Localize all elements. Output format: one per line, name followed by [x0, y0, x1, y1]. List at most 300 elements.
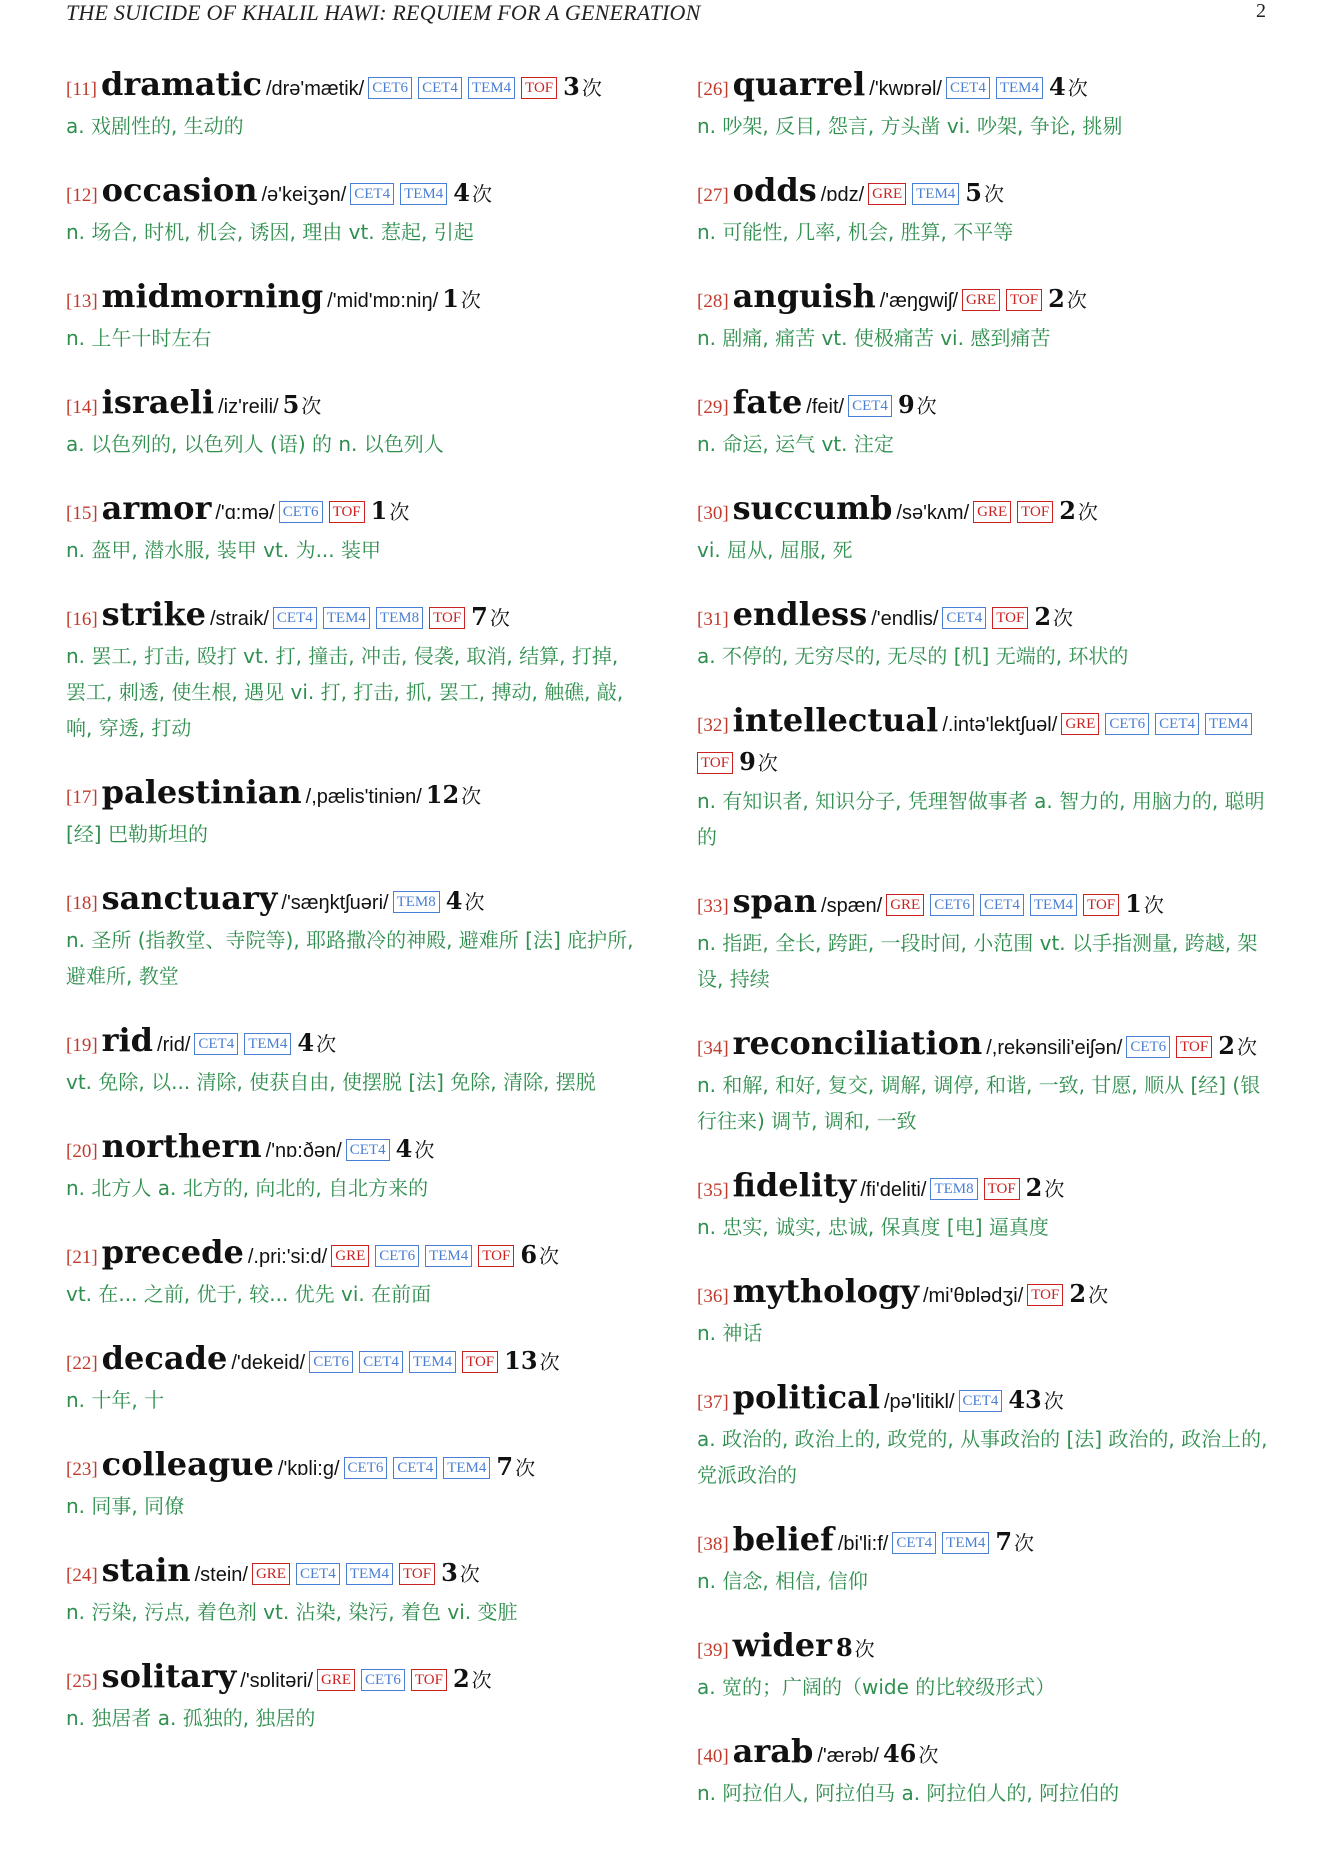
entry-phonetic: /'æŋgwiʃ/	[879, 290, 959, 312]
exam-tag: CET4	[980, 894, 1024, 916]
entry-headline	[697, 883, 1273, 925]
occurrence-unit: 次	[1236, 1035, 1257, 1059]
occurrence-unit: 次	[464, 890, 485, 914]
entry-word: endless	[732, 595, 868, 633]
entry-phonetic: /straik/	[210, 608, 269, 630]
exam-tag: CET6	[1105, 713, 1149, 735]
entry-headline	[66, 1340, 642, 1382]
exam-tag: CET4	[350, 183, 394, 205]
entry-word: armor	[101, 489, 212, 527]
entry-definition: a. 政治的, 政治上的, 政党的, 从事政治的 [法] 政治的, 政治上的, 党派政治的	[697, 1427, 1268, 1487]
entry-phonetic: /stein/	[194, 1564, 248, 1586]
entry-word: palestinian	[101, 773, 302, 811]
entry-word: dramatic	[100, 65, 262, 103]
entry-headline	[697, 384, 1273, 426]
exam-tag: TOF	[399, 1563, 435, 1585]
entry-definition: n. 北方人 a. 北方的, 向北的, 自北方来的	[66, 1176, 429, 1200]
exam-tag: TEM8	[930, 1178, 977, 1200]
occurrence-unit: 次	[539, 1350, 560, 1374]
occurrence-count: 12	[425, 780, 460, 809]
entry-definition: vi. 屈从, 屈服, 死	[697, 538, 853, 562]
exam-tag: CET4	[1155, 713, 1199, 735]
exam-tag: TOF	[697, 752, 733, 774]
exam-tag: TOF	[992, 607, 1028, 629]
entry-phonetic: /feit/	[806, 396, 845, 418]
exam-tag: CET4	[892, 1532, 936, 1554]
vocab-entry	[697, 702, 1273, 855]
exam-tag: TOF	[1176, 1036, 1212, 1058]
entry-word: span	[732, 882, 818, 920]
entry-number: [35]	[697, 1180, 729, 1201]
entry-headline	[697, 1025, 1273, 1067]
occurrence-count: 43	[1008, 1385, 1042, 1414]
exam-tag: TOF	[1027, 1284, 1063, 1306]
entry-number: [17]	[66, 787, 98, 808]
entry-number: [22]	[66, 1353, 98, 1374]
entry-headline	[66, 596, 642, 638]
vocab-entry	[697, 66, 1273, 144]
entry-definition: a. 以色列的, 以色列人 (语) 的 n. 以色列人	[66, 432, 444, 456]
exam-tag: TEM4	[244, 1033, 291, 1055]
occurrence-unit: 次	[459, 1562, 480, 1586]
entry-definition: n. 阿拉伯人, 阿拉伯马 a. 阿拉伯人的, 阿拉伯的	[697, 1781, 1120, 1805]
occurrence-count: 46	[882, 1739, 917, 1768]
entry-word: rid	[101, 1021, 154, 1059]
exam-tag: TOF	[462, 1351, 498, 1373]
exam-tag: TOF	[429, 607, 465, 629]
entry-definition: n. 和解, 和好, 复交, 调解, 调停, 和谐, 一致, 甘愿, 顺从 [经] (银行往来) 调节, 调和, 一致	[697, 1073, 1261, 1133]
entry-word: midmorning	[101, 277, 324, 315]
exam-tag: CET4	[194, 1033, 238, 1055]
entry-headline	[697, 66, 1273, 108]
entry-number: [37]	[697, 1392, 729, 1413]
entry-headline	[66, 1446, 642, 1488]
vocab-entry	[697, 1025, 1273, 1139]
occurrence-count: 2	[1025, 1173, 1043, 1202]
entry-word: precede	[101, 1233, 244, 1271]
occurrence-unit: 次	[471, 1668, 492, 1692]
entry-number: [27]	[697, 185, 729, 206]
entry-number: [38]	[697, 1534, 729, 1555]
occurrence-count: 5	[965, 178, 982, 207]
entry-word: reconciliation	[732, 1024, 983, 1062]
entry-phonetic: /'dekeid/	[231, 1352, 306, 1374]
occurrence-count: 5	[282, 390, 300, 419]
entry-number: [21]	[66, 1247, 98, 1268]
entry-definition: vt. 免除, 以... 清除, 使获自由, 使摆脱 [法] 免除, 清除, 摆脱	[66, 1070, 596, 1094]
entry-word: succumb	[732, 489, 893, 527]
exam-tag: CET6	[930, 894, 974, 916]
occurrence-count: 13	[504, 1346, 538, 1375]
exam-tag: TEM4	[400, 183, 447, 205]
occurrence-count: 2	[1059, 496, 1076, 525]
exam-tag: GRE	[886, 894, 924, 916]
entry-phonetic: /,rekənsili'eiʃən/	[986, 1037, 1123, 1059]
exam-tag: CET4	[959, 1390, 1003, 1412]
entry-word: strike	[101, 595, 206, 633]
vocab-entry	[697, 1167, 1273, 1245]
occurrence-count: 3	[563, 72, 580, 101]
occurrence-unit: 次	[489, 606, 510, 630]
entry-definition: n. 污染, 污点, 着色剂 vt. 沾染, 染污, 着色 vi. 变脏	[66, 1600, 518, 1624]
entry-phonetic: /ə'keiʒən/	[261, 184, 347, 206]
entry-word: odds	[732, 171, 817, 209]
vocab-entry	[697, 172, 1273, 250]
occurrence-count: 7	[995, 1527, 1013, 1556]
exam-tag: CET4	[296, 1563, 340, 1585]
entry-headline	[66, 490, 642, 532]
entry-word: quarrel	[732, 65, 866, 103]
entry-number: [12]	[66, 185, 98, 206]
entry-number: [24]	[66, 1565, 98, 1586]
entry-phonetic: /ɒdz/	[820, 184, 865, 206]
occurrence-count: 2	[452, 1664, 470, 1693]
page-header	[66, 0, 1266, 30]
vocab-entry	[66, 1552, 642, 1630]
entry-number: [13]	[66, 291, 98, 312]
occurrence-unit: 次	[1053, 606, 1074, 630]
entry-headline	[697, 1733, 1273, 1775]
page-title: THE SUICIDE OF KHALIL HAWI: REQUIEM FOR A GENERATION	[66, 0, 701, 25]
entry-phonetic: /'kɒli:g/	[277, 1458, 340, 1480]
occurrence-count: 3	[441, 1558, 458, 1587]
entry-definition: a. 宽的；广阔的（wide 的比较级形式）	[697, 1675, 1056, 1699]
entry-number: [16]	[66, 609, 98, 630]
entry-definition: n. 十年, 十	[66, 1388, 165, 1412]
entry-definition: n. 上午十时左右	[66, 326, 212, 350]
entry-word: fidelity	[732, 1166, 857, 1204]
entry-number: [20]	[66, 1141, 98, 1162]
entry-word: decade	[101, 1339, 228, 1377]
exam-tag: GRE	[331, 1245, 369, 1267]
occurrence-count: 7	[496, 1452, 514, 1481]
entry-definition: vt. 在... 之前, 优于, 较... 优先 vi. 在前面	[66, 1282, 432, 1306]
entry-headline	[66, 1234, 642, 1276]
exam-tag: TEM8	[393, 891, 440, 913]
vocab-entry	[66, 172, 642, 250]
entry-word: wider	[732, 1626, 832, 1664]
vocab-entry	[66, 1128, 642, 1206]
entry-definition: a. 戏剧性的, 生动的	[66, 114, 244, 138]
entry-headline	[66, 172, 642, 214]
entry-headline	[66, 1022, 642, 1064]
entry-phonetic: /.intə'lektʃuəl/	[942, 714, 1058, 736]
entry-headline	[697, 1627, 1273, 1669]
vocab-entry	[66, 1234, 642, 1312]
exam-tag: CET4	[418, 77, 462, 99]
entry-phonetic: /mi'θɒlədʒi/	[922, 1285, 1024, 1307]
entry-word: fate	[732, 383, 803, 421]
occurrence-count: 9	[897, 390, 915, 419]
entry-word: sanctuary	[101, 879, 278, 917]
exam-tag: TEM4	[912, 183, 959, 205]
entry-word: colleague	[101, 1445, 274, 1483]
entry-definition: n. 圣所 (指教堂、寺院等), 耶路撒冷的神殿, 避难所 [法] 庇护所, 避难所, 教堂	[66, 928, 634, 988]
exam-tag: GRE	[252, 1563, 290, 1585]
entry-headline	[66, 774, 642, 816]
vocab-entry	[66, 880, 642, 994]
entry-phonetic: /,pælis'tiniən/	[305, 786, 422, 808]
occurrence-unit: 次	[916, 394, 937, 418]
entry-definition: n. 神话	[697, 1321, 763, 1345]
occurrence-count: 4	[395, 1134, 413, 1163]
entry-number: [34]	[697, 1038, 729, 1059]
occurrence-unit: 次	[539, 1244, 560, 1268]
occurrence-count: 1	[1125, 889, 1142, 918]
occurrence-unit: 次	[515, 1456, 536, 1480]
occurrence-unit: 次	[1088, 1283, 1109, 1307]
entry-number: [36]	[697, 1286, 729, 1307]
entry-headline	[697, 1167, 1273, 1209]
entry-phonetic: /'ærəb/	[817, 1745, 879, 1767]
entry-number: [25]	[66, 1671, 98, 1692]
exam-tag: CET6	[279, 501, 323, 523]
entry-headline	[697, 278, 1273, 320]
vocab-entry	[66, 1658, 642, 1736]
occurrence-count: 2	[1069, 1279, 1087, 1308]
entry-number: [14]	[66, 397, 98, 418]
right-column	[697, 66, 1273, 1839]
vocab-entry	[66, 490, 642, 568]
entry-definition: n. 有知识者, 知识分子, 凭理智做事者 a. 智力的, 用脑力的, 聪明的	[697, 789, 1265, 849]
occurrence-unit: 次	[1014, 1531, 1035, 1555]
exam-tag: TOF	[521, 77, 557, 99]
occurrence-count: 6	[520, 1240, 538, 1269]
exam-tag: CET4	[848, 395, 892, 417]
occurrence-count: 1	[370, 496, 388, 525]
occurrence-unit: 次	[1143, 893, 1164, 917]
entry-headline	[697, 1379, 1273, 1421]
vocab-entry	[66, 596, 642, 746]
exam-tag: TOF	[1083, 894, 1119, 916]
exam-tag: TOF	[984, 1178, 1020, 1200]
entry-phonetic: /'sæŋktʃuəri/	[281, 892, 389, 914]
exam-tag: GRE	[317, 1669, 355, 1691]
entry-number: [11]	[66, 79, 97, 100]
entry-word: occasion	[101, 171, 258, 209]
entry-phonetic: /sə'kʌm/	[896, 502, 970, 524]
exam-tag: TEM4	[425, 1245, 472, 1267]
exam-tag: TOF	[411, 1669, 447, 1691]
entry-phonetic: /'ɑ:mə/	[215, 502, 275, 524]
vocab-entry	[697, 596, 1273, 674]
entry-headline	[66, 1658, 642, 1700]
entry-definition: n. 剧痛, 痛苦 vt. 使极痛苦 vi. 感到痛苦	[697, 326, 1051, 350]
entry-headline	[697, 1521, 1273, 1563]
vocab-entry	[697, 1627, 1273, 1705]
occurrence-count: 2	[1048, 284, 1065, 313]
occurrence-unit: 次	[1044, 1177, 1065, 1201]
occurrence-unit: 次	[1043, 1389, 1064, 1413]
entry-phonetic: /iz'reili/	[218, 396, 279, 418]
exam-tag: CET6	[309, 1351, 353, 1373]
occurrence-count: 8	[835, 1633, 853, 1662]
entry-number: [39]	[697, 1640, 729, 1661]
occurrence-count: 2	[1034, 602, 1052, 631]
exam-tag: GRE	[962, 289, 1000, 311]
vocab-entry	[697, 883, 1273, 997]
vocab-entry	[697, 384, 1273, 462]
entry-word: belief	[732, 1520, 834, 1558]
left-column	[66, 66, 642, 1764]
exam-tag: TEM4	[996, 77, 1043, 99]
entry-definition: n. 忠实, 诚实, 忠诚, 保真度 [电] 逼真度	[697, 1215, 1049, 1239]
occurrence-unit: 次	[471, 182, 492, 206]
entry-number: [31]	[697, 609, 729, 630]
vocab-entry	[66, 774, 642, 852]
exam-tag: CET4	[359, 1351, 403, 1373]
entry-phonetic: /rid/	[157, 1034, 191, 1056]
exam-tag: CET6	[344, 1457, 388, 1479]
occurrence-count: 9	[739, 747, 756, 776]
occurrence-unit: 次	[460, 288, 481, 312]
entry-word: arab	[732, 1732, 814, 1770]
entry-phonetic: /.pri:'si:d/	[247, 1246, 328, 1268]
entry-number: [33]	[697, 896, 729, 917]
entry-definition: n. 可能性, 几率, 机会, 胜算, 不平等	[697, 220, 1014, 244]
vocab-entry	[66, 1340, 642, 1418]
vocab-entry	[697, 278, 1273, 356]
exam-tag: TOF	[1006, 289, 1042, 311]
exam-tag: GRE	[973, 501, 1011, 523]
entry-word: israeli	[101, 383, 215, 421]
exam-tag: CET4	[942, 607, 986, 629]
entry-headline	[697, 702, 1273, 783]
vocab-entry	[66, 384, 642, 462]
occurrence-unit: 次	[1067, 76, 1088, 100]
entry-word: intellectual	[732, 701, 939, 739]
exam-tag: CET6	[368, 77, 412, 99]
entry-phonetic: /'kwɒrəl/	[869, 78, 942, 100]
entry-number: [23]	[66, 1459, 98, 1480]
entry-headline	[66, 1128, 642, 1170]
entry-phonetic: /drə'mætik/	[265, 78, 365, 100]
entry-phonetic: /'nɒ:ðən/	[265, 1140, 342, 1162]
occurrence-unit: 次	[389, 500, 410, 524]
entry-word: solitary	[101, 1657, 237, 1695]
exam-tag: CET4	[946, 77, 990, 99]
entry-number: [28]	[697, 291, 729, 312]
occurrence-unit: 次	[854, 1637, 875, 1661]
entry-definition: n. 场合, 时机, 机会, 诱因, 理由 vt. 惹起, 引起	[66, 220, 474, 244]
entry-headline	[697, 490, 1273, 532]
entry-headline	[697, 172, 1273, 214]
exam-tag: TOF	[1017, 501, 1053, 523]
entry-definition: n. 独居者 a. 孤独的, 独居的	[66, 1706, 316, 1730]
entry-headline	[66, 66, 642, 108]
occurrence-unit: 次	[918, 1743, 939, 1767]
occurrence-unit: 次	[984, 182, 1004, 206]
exam-tag: CET6	[1126, 1036, 1170, 1058]
occurrence-unit: 次	[581, 76, 602, 100]
entry-headline	[66, 278, 642, 320]
exam-tag: CET4	[393, 1457, 437, 1479]
occurrence-count: 2	[1218, 1031, 1235, 1060]
entry-definition: n. 指距, 全长, 跨距, 一段时间, 小范围 vt. 以手指测量, 跨越, 架设, 持续	[697, 931, 1258, 991]
vocab-entry	[697, 490, 1273, 568]
entry-definition: n. 吵架, 反目, 怨言, 方头凿 vi. 吵架, 争论, 挑剔	[697, 114, 1123, 138]
exam-tag: CET6	[375, 1245, 419, 1267]
exam-tag: TEM4	[1205, 713, 1252, 735]
entry-number: [26]	[697, 79, 729, 100]
entry-number: [40]	[697, 1746, 729, 1767]
exam-tag: GRE	[1061, 713, 1099, 735]
entry-phonetic: /bi'li:f/	[837, 1533, 889, 1555]
exam-tag: TEM4	[323, 607, 370, 629]
entry-headline	[697, 596, 1273, 638]
exam-tag: TEM4	[468, 77, 515, 99]
exam-tag: GRE	[868, 183, 906, 205]
exam-tag: TEM4	[443, 1457, 490, 1479]
entry-definition: n. 同事, 同僚	[66, 1494, 185, 1518]
vocab-entry	[66, 1022, 642, 1100]
exam-tag: TOF	[478, 1245, 514, 1267]
vocab-entry	[66, 278, 642, 356]
entry-headline	[66, 1552, 642, 1594]
vocab-entry	[66, 1446, 642, 1524]
exam-tag: TEM4	[942, 1532, 989, 1554]
entry-definition: n. 信念, 相信, 信仰	[697, 1569, 868, 1593]
page-number: 2	[1256, 0, 1266, 22]
entry-word: northern	[101, 1127, 262, 1165]
entry-number: [15]	[66, 503, 98, 524]
vocab-entry	[66, 66, 642, 144]
exam-tag: CET6	[361, 1669, 405, 1691]
vocab-entry	[697, 1521, 1273, 1599]
entry-headline	[66, 880, 642, 922]
entry-definition: [经] 巴勒斯坦的	[66, 822, 208, 846]
entry-word: stain	[101, 1551, 191, 1589]
entry-word: anguish	[732, 277, 876, 315]
vocab-entry	[697, 1273, 1273, 1351]
entry-word: mythology	[732, 1272, 919, 1310]
entry-definition: n. 罢工, 打击, 殴打 vt. 打, 撞击, 冲击, 侵袭, 取消, 结算, 打掉, 罢工, 刺透, 使生根, 遇见 vi. 打, 打击, 抓, 罢工, 搏动, 触礁, 敲, 响, 穿透, 打动	[66, 644, 624, 740]
entry-number: [18]	[66, 893, 98, 914]
entry-phonetic: /fi'deliti/	[860, 1179, 927, 1201]
occurrence-unit: 次	[1066, 288, 1087, 312]
occurrence-unit: 次	[316, 1032, 337, 1056]
occurrence-unit: 次	[461, 784, 482, 808]
exam-tag: TEM4	[346, 1563, 393, 1585]
entry-phonetic: /'sɒlitəri/	[240, 1670, 314, 1692]
entry-definition: n. 盔甲, 潜水服, 装甲 vt. 为... 装甲	[66, 538, 381, 562]
occurrence-count: 4	[445, 886, 463, 915]
entry-number: [32]	[697, 715, 729, 736]
entry-definition: n. 命运, 运气 vt. 注定	[697, 432, 894, 456]
exam-tag: TOF	[329, 501, 365, 523]
exam-tag: CET4	[273, 607, 317, 629]
entry-headline	[66, 384, 642, 426]
vocab-entry	[697, 1379, 1273, 1493]
exam-tag: TEM8	[376, 607, 423, 629]
occurrence-unit: 次	[757, 751, 778, 775]
entry-number: [19]	[66, 1035, 98, 1056]
occurrence-count: 4	[297, 1028, 315, 1057]
occurrence-unit: 次	[301, 394, 322, 418]
exam-tag: TEM4	[409, 1351, 456, 1373]
exam-tag: CET4	[346, 1139, 390, 1161]
entry-phonetic: /spæn/	[821, 895, 883, 917]
occurrence-count: 4	[453, 178, 470, 207]
entry-phonetic: /'endlis/	[871, 608, 939, 630]
occurrence-count: 4	[1049, 72, 1066, 101]
occurrence-count: 7	[471, 602, 488, 631]
entry-headline	[697, 1273, 1273, 1315]
occurrence-count: 1	[442, 284, 459, 313]
vocab-entry	[697, 1733, 1273, 1811]
entry-definition: a. 不停的, 无穷尽的, 无尽的 [机] 无端的, 环状的	[697, 644, 1129, 668]
entry-word: political	[732, 1378, 880, 1416]
